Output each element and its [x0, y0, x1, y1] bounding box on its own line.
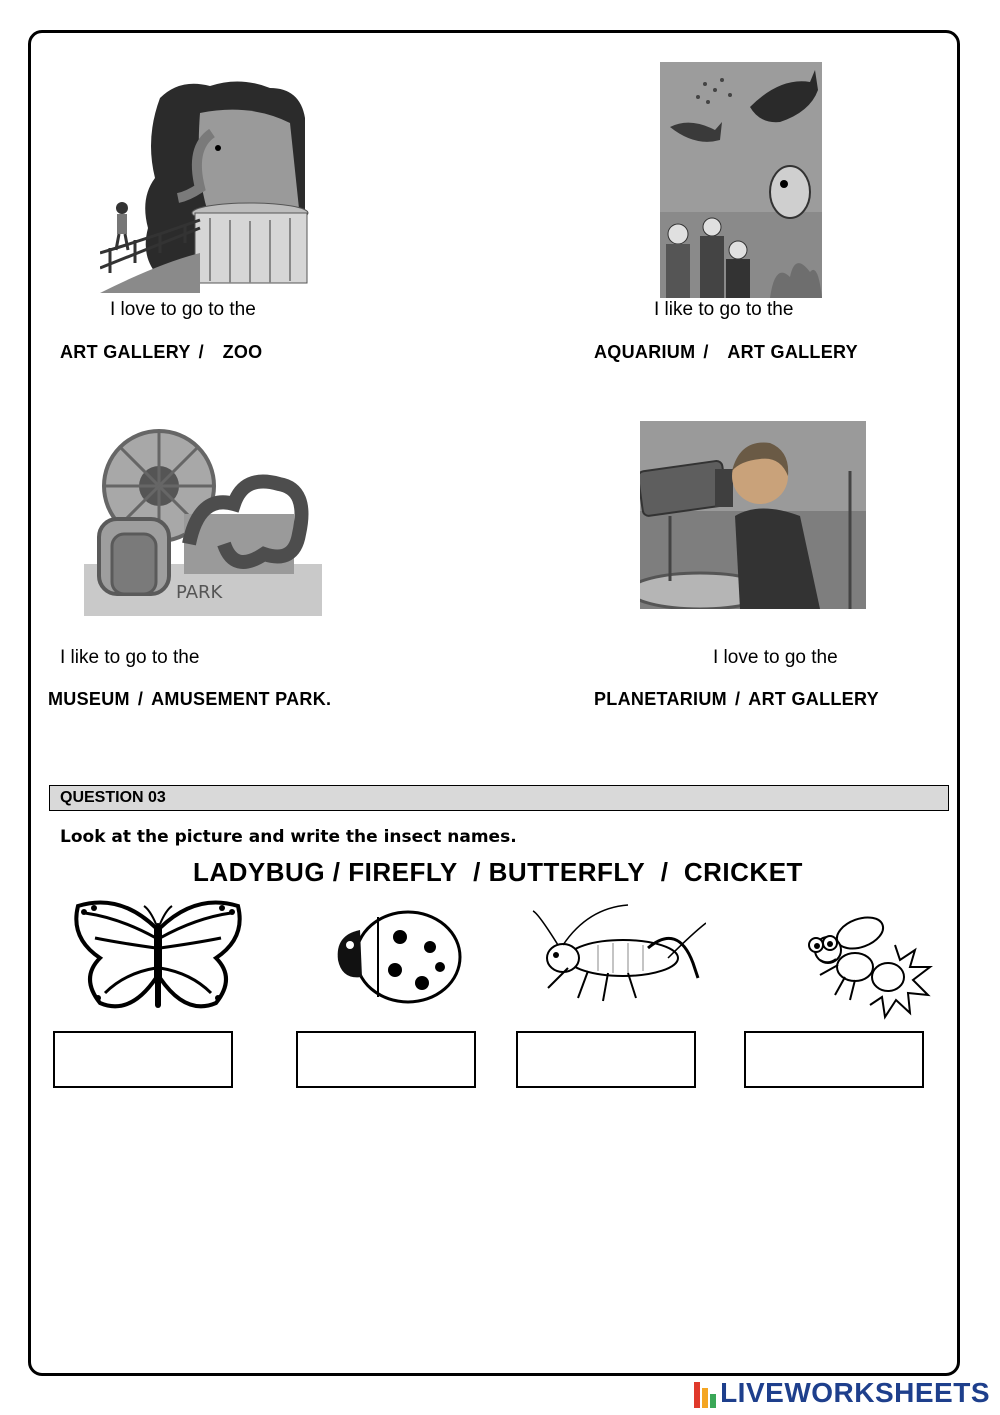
aquarium-icon	[660, 62, 822, 298]
word-ladybug: LADYBUG	[193, 857, 326, 887]
activity-1-sentence: I love to go to the	[110, 299, 256, 320]
elephant-zoo-icon	[100, 78, 310, 293]
amusement-park-icon	[84, 424, 322, 616]
activity-2-sentence: I like to go to the	[654, 299, 794, 320]
telescope-icon	[640, 421, 866, 609]
butterfly-icon	[70, 898, 246, 1018]
firefly-icon	[800, 905, 935, 1030]
liveworksheets-logo-icon	[694, 1382, 716, 1408]
ladybug-icon	[330, 905, 465, 1010]
activity-3-sentence: I like to go to the	[60, 647, 200, 668]
option-aquarium[interactable]: AQUARIUM	[594, 342, 696, 362]
cricket-icon	[528, 903, 706, 1008]
answer-box-firefly[interactable]	[744, 1031, 924, 1088]
option-art-gallery[interactable]: ART GALLERY	[727, 342, 858, 362]
option-amusement-park[interactable]: AMUSEMENT PARK.	[151, 689, 332, 709]
answer-box-ladybug[interactable]	[296, 1031, 476, 1088]
park-sign-text: PARK	[176, 582, 223, 603]
option-museum[interactable]: MUSEUM	[48, 689, 130, 709]
option-art-gallery[interactable]: ART GALLERY	[60, 342, 191, 362]
option-art-gallery[interactable]: ART GALLERY	[748, 689, 879, 709]
answer-box-butterfly[interactable]	[53, 1031, 233, 1088]
liveworksheets-brand: LIVEWORKSHEETS	[720, 1377, 990, 1408]
activity-4-sentence: I love to go the	[713, 647, 838, 668]
question-03-instruction: Look at the picture and write the insect names.	[60, 827, 517, 847]
activity-1-options: ART GALLERY / ZOO	[60, 342, 263, 362]
option-planetarium[interactable]: PLANETARIUM	[594, 689, 727, 709]
question-03-heading: QUESTION 03	[60, 789, 166, 806]
word-bank: LADYBUG / FIREFLY / BUTTERFLY / CRICKET	[193, 857, 803, 887]
activity-4-options: PLANETARIUM / ART GALLERY	[594, 689, 879, 709]
word-butterfly: BUTTERFLY	[488, 857, 646, 887]
activity-2-options: AQUARIUM / ART GALLERY	[594, 342, 858, 362]
liveworksheets-logo	[694, 1377, 990, 1409]
activity-3-options: MUSEUM / AMUSEMENT PARK.	[48, 689, 332, 709]
option-zoo[interactable]: ZOO	[222, 342, 263, 362]
word-cricket: CRICKET	[683, 857, 803, 887]
word-firefly: FIREFLY	[348, 857, 458, 887]
question-03-bar	[49, 785, 949, 811]
answer-box-cricket[interactable]	[516, 1031, 696, 1088]
